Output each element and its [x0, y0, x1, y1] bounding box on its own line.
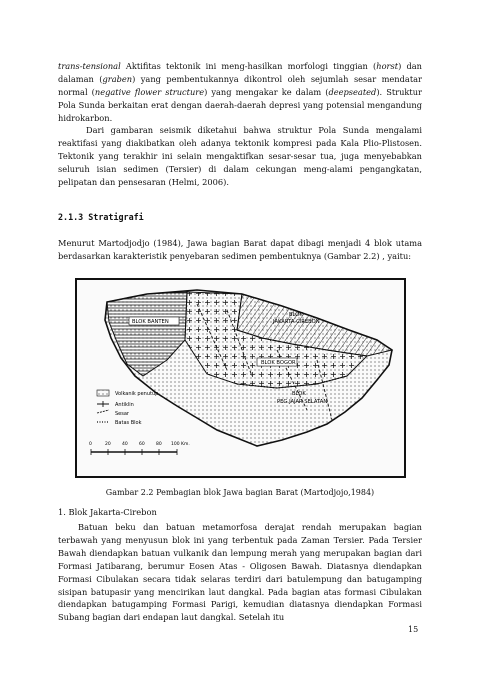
- italic-term: horst: [376, 61, 399, 71]
- scale-80: 80: [156, 442, 162, 447]
- legend-volkanik: Volkanik penutup: [115, 391, 159, 397]
- scale-40: 40: [122, 442, 128, 447]
- label-pegunungan: PEG.JAJAR SELATAN: [277, 399, 328, 405]
- legend-batas: Batas Blok: [115, 420, 142, 426]
- label-banten: BLOK BANTEN: [132, 319, 169, 325]
- text-run: ) dan dalaman (: [58, 61, 422, 84]
- scale-60: 60: [139, 442, 145, 447]
- paragraph-seismik: Dari gambaran seismik diketahui bahwa struktur Pola Sunda mengalami reaktifasi yang diakibatkan oleh adanya tektonik kompresi pada Kala Plio-Plistosen. Tektonik yang terakhir ini selain mengaktifkan sesar-sesar tua, juga menyebabkan seluruh isian sedimen (Tersier) di dalam cekungan meng-alami pengangkatan, pelipatan dan pensesaran (Helmi, 2006).: [58, 125, 422, 187]
- legend-swatch-sesar: [97, 410, 109, 413]
- label-blok-2: BLOK: [292, 391, 306, 397]
- text-run: Aktifitas tektonik ini meng-hasilkan morfologi tinggian (: [120, 61, 377, 71]
- italic-term: trans-tensional: [58, 61, 121, 71]
- legend-sesar: Sesar: [115, 411, 129, 417]
- italic-term: deepseated: [328, 86, 377, 97]
- text-run: ) yang pembentukannya dikontrol oleh sejumlah sesar mendatar normal (: [58, 73, 422, 97]
- label-bogor: BLOK BOGOR: [261, 360, 296, 366]
- scale-bar: [89, 441, 190, 455]
- legend-antiklin: Antiklin: [115, 402, 134, 408]
- paragraph-pola-sunda: [58, 60, 422, 125]
- section-heading: 2.1.3 Stratigrafi: [58, 212, 144, 222]
- west-java-block-map: [77, 280, 404, 476]
- figure-caption: Gambar 2.2 Pembagian blok Jawa bagian Barat (Martodjojo,1984): [105, 488, 375, 497]
- paragraph-intro-stratigrafi: Menurut Martodjodjo (1984), Jawa bagian Barat dapat dibagi menjadi 4 blok utama berdasarkan karakteristik penyebaran sedimen pembentuknya (Gambar 2.2) , yaitu:: [58, 238, 422, 261]
- label-blok: BLOK: [289, 312, 303, 318]
- label-jakarta-cirebon: JAKARTA-CIREBON: [273, 319, 320, 325]
- figure-map-frame: [75, 278, 406, 478]
- scale-0: 0: [89, 442, 92, 447]
- text-run: ) yang mengakar ke dalam (: [204, 86, 329, 97]
- scale-20: 20: [105, 442, 111, 447]
- italic-term: graben: [102, 73, 133, 84]
- text-run: ). Struktur Pola Sunda berkaitan erat dengan daerah-daerah depresi yang potensial mengandung hidrokarbon.: [58, 86, 422, 123]
- italic-term: negative flower structure: [94, 86, 205, 97]
- scale-100: 100 Km.: [171, 442, 190, 447]
- page-number: 15: [408, 625, 419, 634]
- legend-swatch-volkanik: [97, 390, 109, 396]
- list-item-jakarta-cirebon: 1. Blok Jakarta-Cirebon: [58, 507, 157, 517]
- paragraph-jakarta-cirebon: Batuan beku dan batuan metamorfosa derajat rendah merupakan bagian terbawah yang menyusun blok ini yang terbentuk pada Zaman Tersier. Pada Tersier Bawah diendapkan batuan vulkanik dan lempung merah yang merupakan bagian dari Formasi Jatibarang, berumur Eosen Atas - Oligosen Bawah. Diatasnya diendapkan Formasi Cibulakan secara tidak selaras terdiri dari batulempung dan batugamping sisipan batupasir yang mencirikan laut dangkal. Pada bagian atas formasi Cibulakan diendapkan batugamping Formasi Parigi, kemudian diatasnya diendapkan Formasi Subang bagian dari endapan laut dangkal. Setelah itu: [58, 522, 422, 623]
- legend-swatch-antiklin: [97, 401, 109, 407]
